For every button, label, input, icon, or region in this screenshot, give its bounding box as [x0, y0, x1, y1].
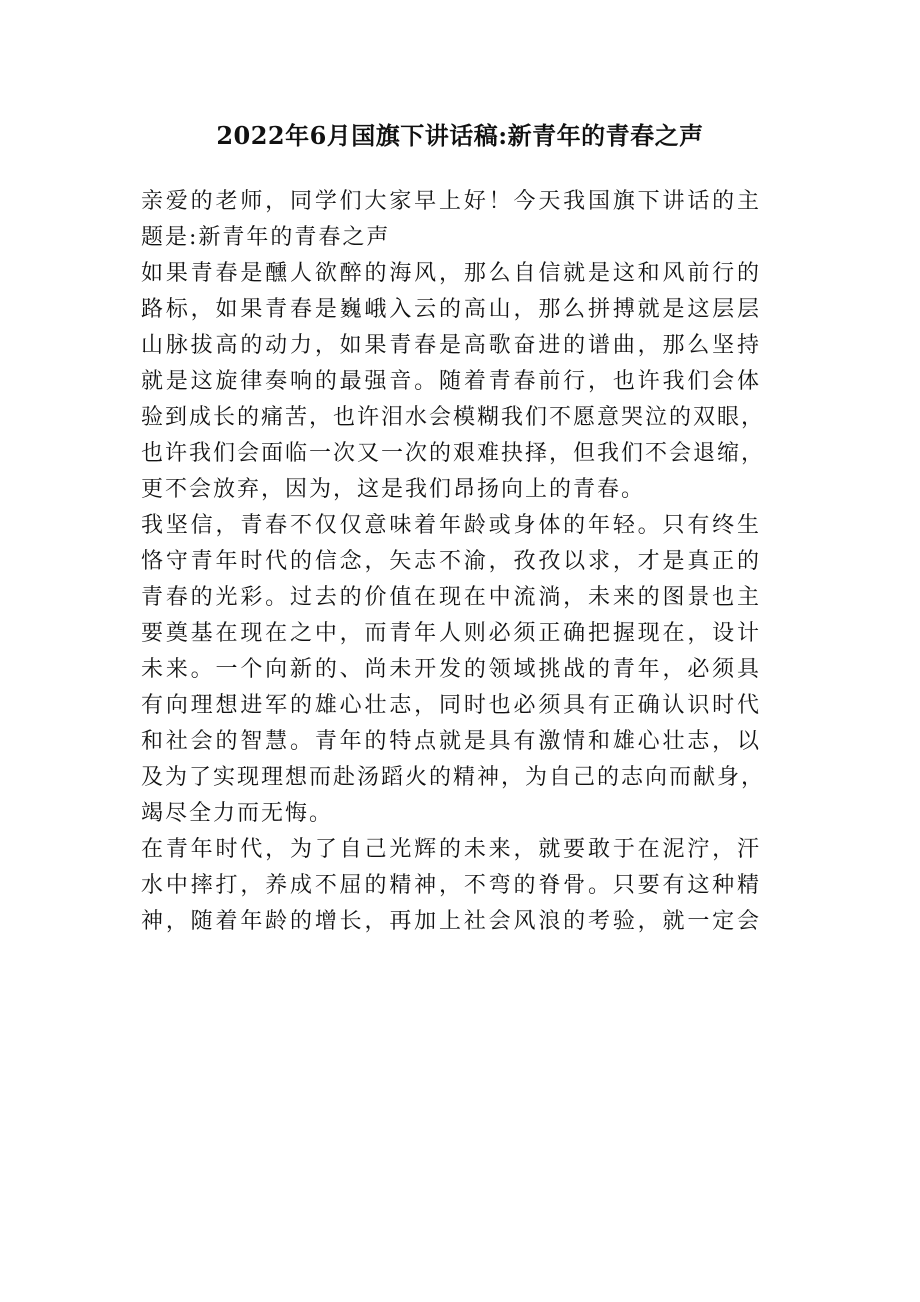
text-line: 神，随着年龄的增长，再加上社会风浪的考验，就一定会	[141, 909, 761, 934]
text-line: 要奠基在现在之中，而青年人则必须正确把握现在，设计	[141, 621, 761, 646]
text-line: 路标，如果青春是巍峨入云的高山，那么拼搏就是这层层	[141, 297, 761, 322]
text-line: 水中摔打，养成不屈的精神，不弯的脊骨。只要有这种精	[141, 873, 761, 898]
paragraph-youth-era	[141, 832, 761, 940]
text-line: 未来。一个向新的、尚未开发的领域挑战的青年，必须具	[141, 657, 761, 682]
text-line: 我坚信，青春不仅仅意味着年龄或身体的年轻。只有终生	[141, 513, 761, 538]
text-line: 也许我们会面临一次又一次的艰难抉择，但我们不会退缩，	[141, 441, 766, 466]
text-line: 山脉拔高的动力，如果青春是高歌奋进的谱曲，那么坚持	[141, 333, 761, 358]
text-line: 青春的光彩。过去的价值在现在中流淌，未来的图景也主	[141, 585, 761, 610]
text-line: 竭尽全力而无悔。	[141, 801, 334, 826]
paragraph-belief	[141, 508, 766, 832]
text-line: 就是这旋律奏响的最强音。随着青春前行，也许我们会体	[141, 369, 761, 394]
text-line: 恪守青年时代的信念，矢志不渝，孜孜以求，才是真正的	[141, 549, 761, 574]
text-line: 和社会的智慧。青年的特点就是具有激情和雄心壮志，以	[141, 729, 761, 754]
text-line: 亲爱的老师，同学们大家早上好！今天我国旗下讲话的主	[141, 189, 761, 214]
text-line: 在青年时代，为了自己光辉的未来，就要敢于在泥泞，汗	[141, 837, 761, 862]
text-line: 题是:新青年的青春之声	[141, 225, 391, 250]
document-body	[141, 184, 766, 940]
paragraph-youth-metaphor	[141, 256, 766, 508]
text-line: 验到成长的痛苦，也许泪水会模糊我们不愿意哭泣的双眼，	[141, 405, 766, 430]
text-line: 如果青春是醺人欲醉的海风，那么自信就是这和风前行的	[141, 261, 761, 286]
text-line: 更不会放弃，因为，这是我们昂扬向上的青春。	[141, 477, 646, 502]
text-line: 及为了实现理想而赴汤蹈火的精神，为自己的志向而献身，	[141, 765, 766, 790]
document-title: 2022年6月国旗下讲话稿:新青年的青春之声	[216, 121, 704, 150]
text-line: 有向理想进军的雄心壮志，同时也必须具有正确认识时代	[141, 693, 761, 718]
paragraph-greeting	[141, 184, 761, 256]
